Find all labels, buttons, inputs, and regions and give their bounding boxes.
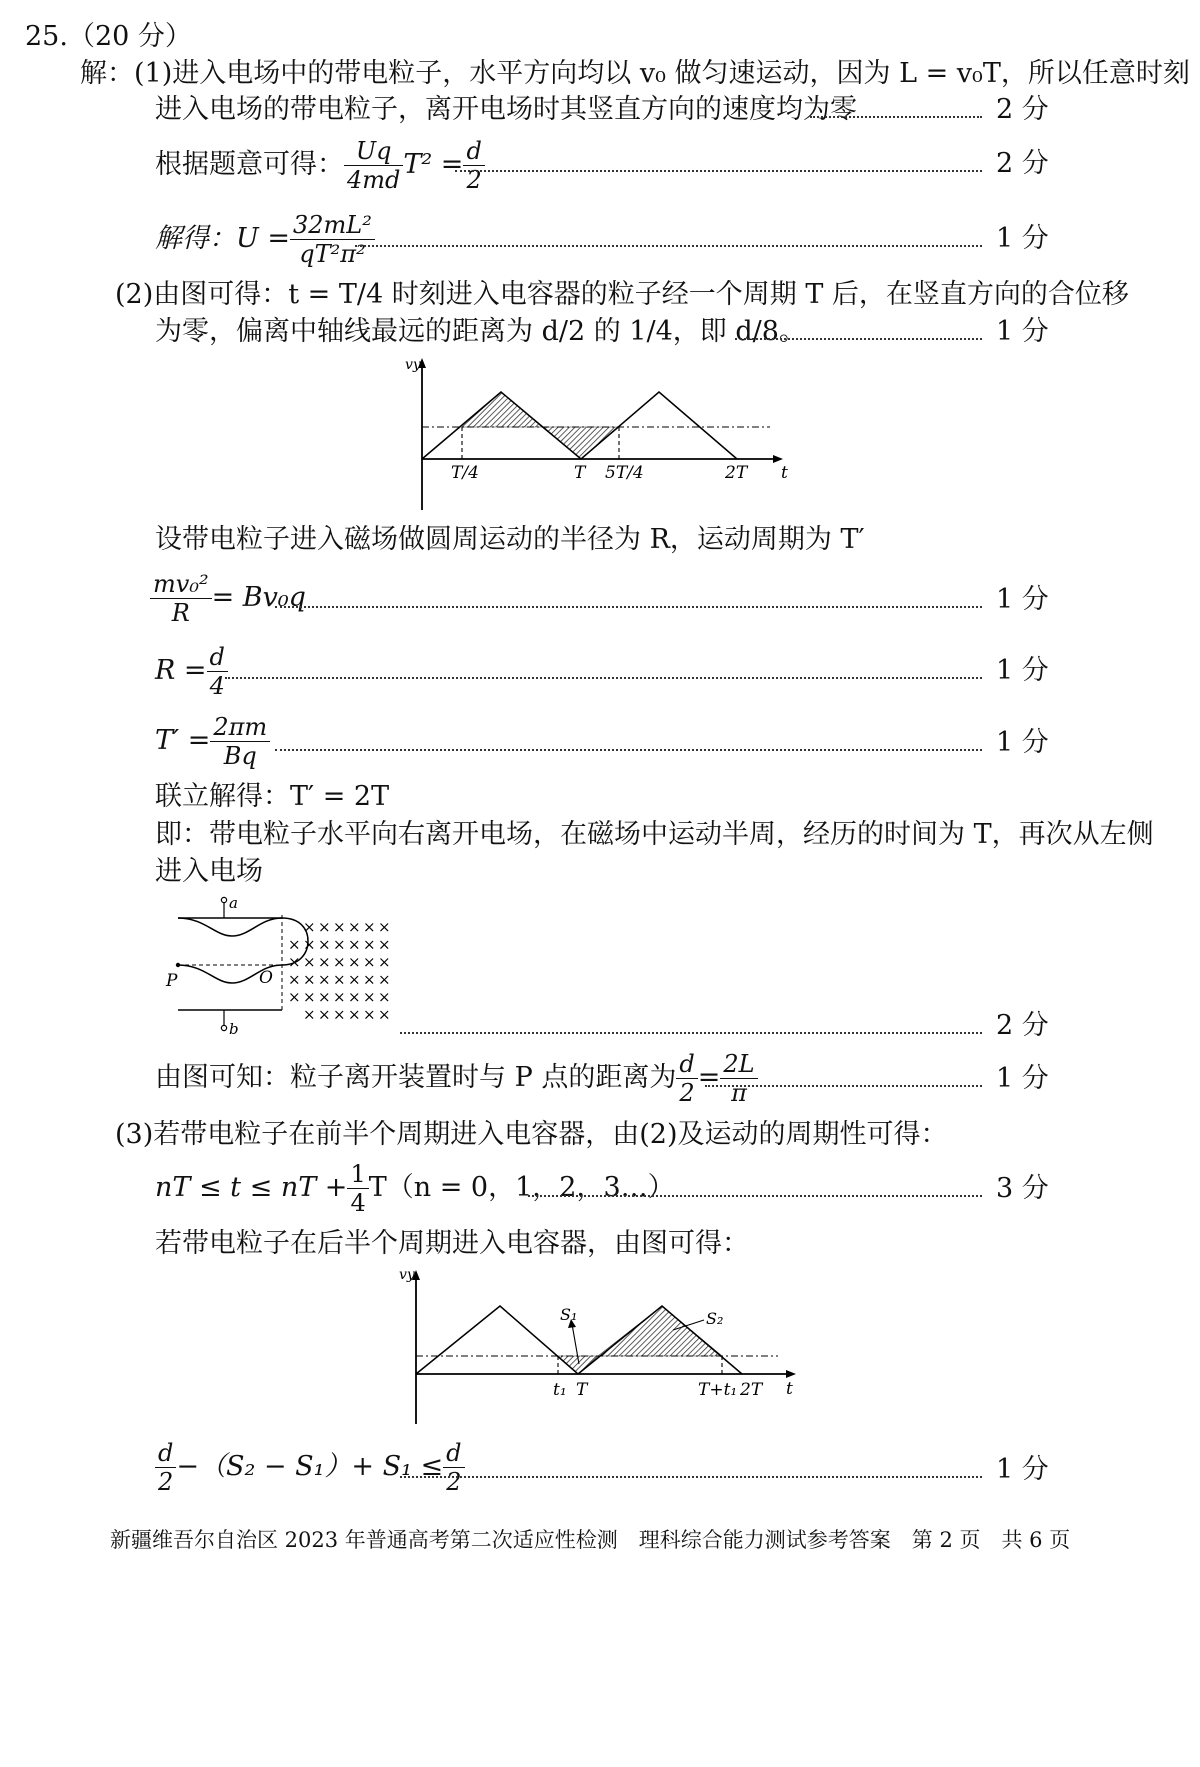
final-den1: 2 bbox=[158, 1467, 174, 1496]
tick-label: t₁ bbox=[553, 1380, 567, 1400]
part3-text1: 若带电粒子在前半个周期进入电容器，由(2)及运动的周期性可得： bbox=[153, 1119, 948, 1150]
given-num: Uq bbox=[344, 137, 403, 166]
y-axis-label: vy bbox=[399, 1267, 415, 1283]
field-cross-mark: × bbox=[303, 935, 316, 954]
field-cross-mark: × bbox=[363, 1005, 376, 1024]
given-rhs-fraction bbox=[463, 137, 484, 194]
field-cross-mark: × bbox=[363, 935, 376, 954]
final-inequality bbox=[155, 1432, 465, 1502]
dot-leader bbox=[810, 116, 982, 118]
field-cross-mark: × bbox=[363, 988, 376, 1006]
dot-leader bbox=[400, 1476, 982, 1478]
ineq-fraction bbox=[347, 1160, 368, 1217]
eq2-fraction bbox=[207, 643, 228, 700]
field-cross-mark: × bbox=[348, 918, 361, 936]
final-num1: d bbox=[155, 1439, 176, 1468]
conclude-den2: π bbox=[731, 1078, 747, 1107]
trajectory-upper bbox=[178, 918, 282, 936]
force-equation bbox=[150, 565, 306, 631]
dot-leader bbox=[400, 1032, 982, 1034]
field-cross-mark: × bbox=[378, 988, 391, 1006]
x-axis-label: t bbox=[786, 1379, 793, 1399]
part2-line1 bbox=[115, 278, 1129, 312]
conclude-equals: = bbox=[697, 1062, 721, 1093]
x-axis-arrow bbox=[786, 1370, 796, 1378]
hatched-area-upper bbox=[462, 392, 542, 427]
field-cross-mark: × bbox=[318, 1005, 331, 1024]
field-cross-mark: × bbox=[303, 970, 316, 989]
field-cross-mark: × bbox=[378, 953, 391, 971]
ineq-suffix: T（n = 0，1，2，3…） bbox=[368, 1172, 675, 1203]
tick-label: T bbox=[576, 1380, 588, 1400]
eq3-fraction bbox=[210, 713, 270, 770]
vy-t-graph-2 bbox=[390, 1262, 810, 1430]
tick-label: 2T bbox=[725, 463, 748, 483]
solve-equation bbox=[155, 205, 375, 273]
tick-label: 2T bbox=[740, 1380, 763, 1400]
conclude-prefix: 由图可知：粒子离开装置时与 P 点的距离为 bbox=[155, 1062, 677, 1093]
score-mark: 2 分 bbox=[996, 94, 1049, 125]
explain-line2: 进入电场 bbox=[155, 856, 263, 887]
conclude-fraction-2 bbox=[720, 1050, 757, 1107]
combine-line: 联立解得：T′ = 2T bbox=[155, 781, 390, 812]
x-axis-arrow bbox=[773, 455, 783, 463]
ineq-den: 4 bbox=[350, 1188, 366, 1217]
part2-label: (2) bbox=[115, 279, 154, 310]
label-O: O bbox=[259, 968, 273, 988]
label-P: P bbox=[166, 971, 178, 991]
solve-fraction bbox=[290, 211, 375, 268]
tick-label: 5T/4 bbox=[605, 463, 644, 483]
field-cross-mark: × bbox=[318, 953, 331, 971]
part1-text1: 进入电场中的带电粒子，水平方向均以 v₀ 做匀速运动，因为 L = v₀T，所以任意时刻 bbox=[172, 58, 1190, 89]
S2-label: S₂ bbox=[706, 1309, 724, 1328]
given-prefix: 根据题意可得： bbox=[155, 149, 344, 180]
field-cross-mark: × bbox=[378, 918, 391, 936]
ineq-prefix: nT ≤ t ≤ nT + bbox=[155, 1172, 348, 1203]
field-cross-mark: × bbox=[378, 1005, 391, 1024]
final-num2: d bbox=[443, 1439, 464, 1468]
given-den: 4md bbox=[347, 165, 401, 194]
explain-line1: 即：带电粒子水平向右离开电场，在磁场中运动半周，经历的时间为 T，再次从左侧 bbox=[155, 819, 1154, 850]
dot-leader bbox=[225, 677, 982, 679]
ineq-num: 1 bbox=[347, 1160, 368, 1189]
dot-leader bbox=[455, 170, 982, 172]
field-cross-mark: × bbox=[318, 970, 331, 989]
final-fraction-1 bbox=[155, 1439, 176, 1496]
field-cross-mark: × bbox=[303, 953, 316, 971]
hatched-area-lower bbox=[542, 427, 619, 459]
hatched-area-S2 bbox=[598, 1306, 722, 1356]
field-cross-mark: × bbox=[333, 988, 346, 1006]
final-mid: −（S₂ − S₁）+ S₁ ≤ bbox=[176, 1451, 444, 1482]
field-cross-mark: × bbox=[303, 1005, 316, 1024]
score-mark: 3 分 bbox=[996, 1173, 1049, 1204]
given-equation bbox=[155, 133, 485, 197]
trajectory-figure bbox=[160, 893, 400, 1043]
score-mark: 1 分 bbox=[996, 584, 1049, 615]
conclusion-line bbox=[155, 1045, 758, 1111]
field-cross-mark: × bbox=[333, 953, 346, 971]
question-points: （20 分） bbox=[67, 21, 192, 52]
given-rnum: d bbox=[463, 137, 484, 166]
assume-line: 设带电粒子进入磁场做圆周运动的半径为 R，运动周期为 T′ bbox=[155, 524, 865, 555]
conclude-num1: d bbox=[676, 1050, 697, 1079]
conclude-num2: 2L bbox=[720, 1050, 757, 1079]
period-equation bbox=[155, 708, 270, 774]
field-cross-mark: × bbox=[303, 988, 316, 1006]
question-number: 25. bbox=[25, 21, 68, 52]
eq3-num: 2πm bbox=[210, 713, 270, 742]
radius-equation bbox=[155, 638, 228, 704]
field-cross-mark: × bbox=[288, 988, 301, 1006]
score-mark: 1 分 bbox=[996, 655, 1049, 686]
score-mark: 2 分 bbox=[996, 1010, 1049, 1041]
field-cross-mark: × bbox=[333, 918, 346, 936]
terminal-a bbox=[221, 897, 226, 902]
score-mark: 1 分 bbox=[996, 1063, 1049, 1094]
field-cross-mark: × bbox=[348, 1005, 361, 1024]
question-heading bbox=[25, 20, 192, 54]
part1-line2: 进入电场的带电粒子，离开电场时其竖直方向的速度均为零 bbox=[155, 94, 857, 125]
x-axis-label: t bbox=[781, 463, 788, 483]
field-cross-mark: × bbox=[363, 953, 376, 971]
dot-leader bbox=[528, 1195, 982, 1197]
given-fraction bbox=[344, 137, 403, 194]
field-cross-mark: × bbox=[288, 953, 301, 971]
S1-label: S₁ bbox=[560, 1305, 578, 1324]
eq1-den: R bbox=[171, 598, 190, 627]
dot-leader bbox=[275, 606, 982, 608]
conclude-den1: 2 bbox=[679, 1078, 695, 1107]
tick-label: T bbox=[574, 463, 586, 483]
field-cross-mark: × bbox=[378, 970, 391, 989]
dot-leader bbox=[705, 1085, 982, 1087]
part1-label: 解：(1) bbox=[80, 58, 173, 89]
field-cross-mark: × bbox=[378, 935, 391, 954]
dot-leader bbox=[355, 245, 982, 247]
magnetic-field-crosses bbox=[288, 918, 391, 1024]
eq2-num: d bbox=[207, 643, 228, 672]
part3-label: (3) bbox=[115, 1119, 154, 1150]
page-footer: 新疆维吾尔自治区 2023 年普通高考第二次适应性检测 理科综合能力测试参考答案 第 2 页 共 6 页 bbox=[110, 1528, 1071, 1552]
eq2-lhs: R = bbox=[155, 655, 207, 686]
score-mark: 1 分 bbox=[996, 316, 1049, 347]
score-mark: 1 分 bbox=[996, 727, 1049, 758]
eq1-fraction bbox=[150, 570, 212, 627]
label-a: a bbox=[229, 894, 238, 912]
solve-num: 32mL² bbox=[290, 211, 375, 240]
field-cross-mark: × bbox=[318, 918, 331, 936]
score-mark: 1 分 bbox=[996, 223, 1049, 254]
field-cross-mark: × bbox=[303, 918, 316, 936]
field-cross-mark: × bbox=[348, 970, 361, 989]
field-cross-mark: × bbox=[318, 935, 331, 954]
label-b: b bbox=[229, 1020, 239, 1038]
dot-leader bbox=[275, 749, 982, 751]
eq2-den: 4 bbox=[209, 671, 225, 700]
field-cross-mark: × bbox=[348, 935, 361, 954]
final-fraction-2 bbox=[443, 1439, 464, 1496]
solve-den: qT²π² bbox=[299, 239, 366, 268]
part1-line1 bbox=[80, 57, 1190, 91]
field-cross-mark: × bbox=[318, 988, 331, 1006]
given-mid: T² = bbox=[403, 149, 464, 180]
terminal-b bbox=[221, 1025, 226, 1030]
field-cross-mark: × bbox=[288, 935, 301, 954]
eq1-rhs: = Bv₀q bbox=[211, 582, 306, 613]
field-cross-mark: × bbox=[333, 935, 346, 954]
given-rden: 2 bbox=[466, 165, 482, 194]
point-P bbox=[176, 963, 180, 967]
part3-line1 bbox=[115, 1118, 948, 1152]
y-axis-label: vy bbox=[405, 357, 421, 373]
field-cross-mark: × bbox=[348, 988, 361, 1006]
solve-prefix: 解得：U = bbox=[155, 223, 290, 254]
tick-label: T/4 bbox=[451, 463, 479, 483]
field-cross-mark: × bbox=[288, 970, 301, 989]
score-mark: 1 分 bbox=[996, 1454, 1049, 1485]
eq1-num: mv₀² bbox=[150, 570, 212, 599]
field-cross-mark: × bbox=[348, 953, 361, 971]
field-cross-mark: × bbox=[363, 918, 376, 936]
vy-t-graph-1 bbox=[395, 352, 805, 514]
eq3-lhs: T′ = bbox=[155, 725, 211, 756]
conclude-fraction-1 bbox=[676, 1050, 697, 1107]
tick-label: T+t₁ bbox=[698, 1380, 738, 1400]
field-cross-mark: × bbox=[333, 1005, 346, 1024]
eq3-den: Bq bbox=[223, 741, 257, 770]
part2-line2: 为零，偏离中轴线最远的距离为 d/2 的 1/4，即 d/8。 bbox=[155, 316, 806, 347]
part2-text1: 由图可得：t = T/4 时刻进入电容器的粒子经一个周期 T 后，在竖直方向的合位移 bbox=[153, 279, 1129, 310]
field-cross-mark: × bbox=[363, 970, 376, 989]
part3-line2: 若带电粒子在后半个周期进入电容器，由图可得： bbox=[155, 1228, 749, 1259]
field-cross-mark: × bbox=[333, 970, 346, 989]
score-mark: 2 分 bbox=[996, 148, 1049, 179]
dot-leader bbox=[735, 338, 982, 340]
final-den2: 2 bbox=[446, 1467, 462, 1496]
range-inequality bbox=[155, 1155, 675, 1221]
